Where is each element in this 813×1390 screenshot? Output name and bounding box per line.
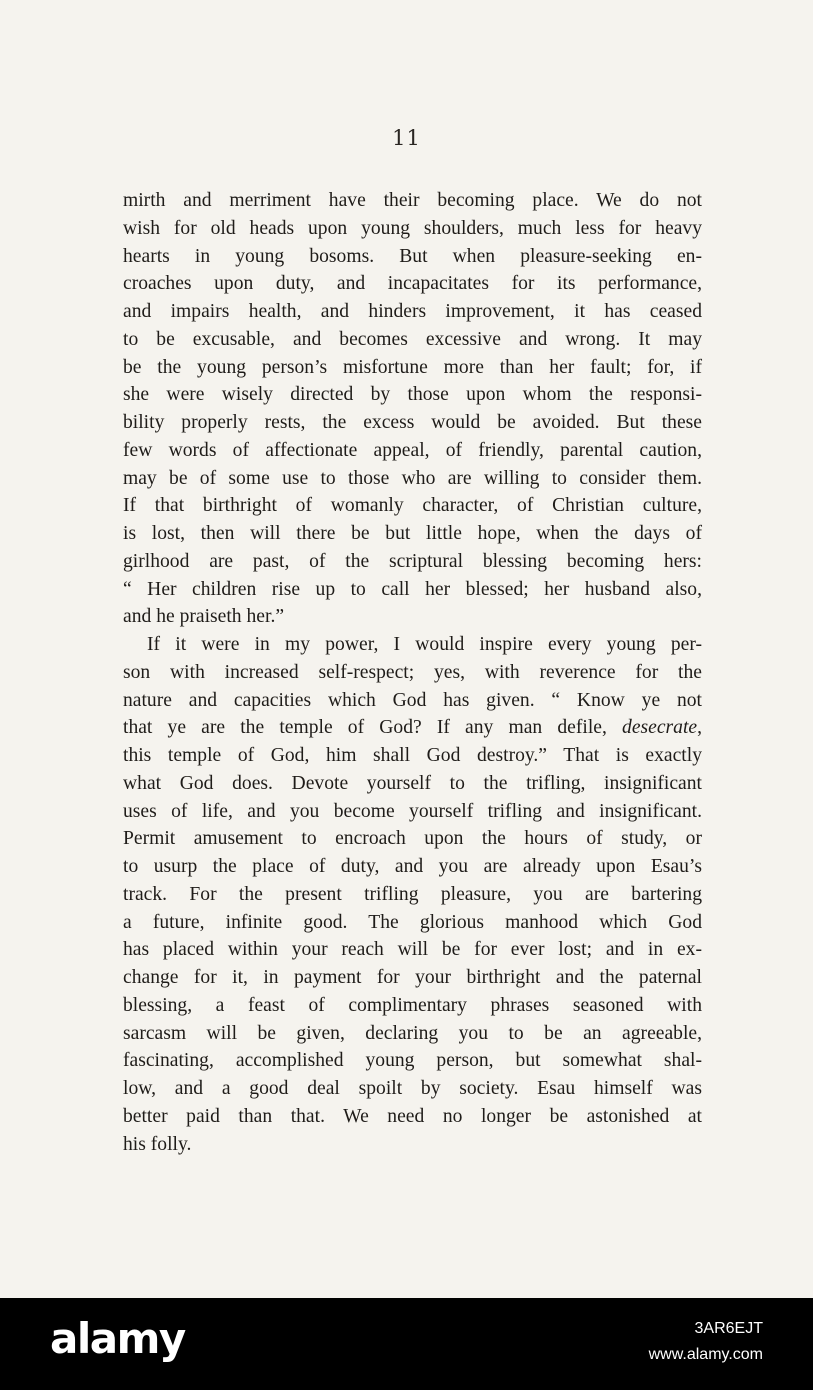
text-line: blessing, a feast of complimentary phrases seasoned with [123, 994, 702, 1016]
text-line: hearts in young bosoms. But when pleasure-seeking en- [123, 245, 702, 267]
text-line: a future, infinite good. The glorious manhood which God [123, 911, 702, 933]
text-line: track. For the present trifling pleasure, you are bartering [123, 883, 702, 905]
body-text [123, 187, 702, 1158]
text-line: “ Her children rise up to call her blessed; her husband also, [123, 578, 702, 600]
text-line: few words of affectionate appeal, of friendly, parental caution, [123, 439, 702, 461]
text-line: mirth and merriment have their becoming place. We do not [123, 190, 702, 211]
text-line: to be excusable, and becomes excessive and wrong. It may [123, 328, 702, 350]
text-line: low, and a good deal spoilt by society. Esau himself was [123, 1078, 702, 1099]
text-line: this temple of God, him shall God destroy.” That is exactly [123, 745, 702, 766]
text-line: sarcasm will be given, declaring you to be an agreeable, [123, 1022, 702, 1044]
text-line: to usurp the place of duty, and you are already upon Esau’s [123, 856, 702, 877]
text-line: his folly. [123, 1133, 192, 1155]
text-line: has placed within your reach will be for ever lost; and in ex- [123, 939, 702, 961]
site-url: www.alamy.com [648, 1346, 763, 1363]
text-line: Permit amusement to encroach upon the hours of study, or [123, 828, 702, 850]
text-line: wish for old heads upon young shoulders, much less for heavy [123, 217, 702, 239]
text-line: be the young person’s misfortune more than her fault; for, if [123, 356, 702, 378]
alamy-logo: alamy [50, 1314, 185, 1363]
text-line: she were wisely directed by those upon whom the responsi- [123, 384, 702, 406]
text-line: uses of life, and you become yourself trifling and insignificant. [123, 800, 702, 822]
text-line: fascinating, accomplished young person, but somewhat shal- [123, 1050, 702, 1072]
image-id: 3AR6EJT [694, 1320, 763, 1337]
text-line: and he praiseth her.” [123, 606, 285, 628]
text-line: nature and capacities which God has given. “ Know ye not [123, 689, 702, 711]
text-line: change for it, in payment for your birthright and the paternal [123, 967, 702, 988]
text-line: girlhood are past, of the scriptural blessing becoming hers: [123, 550, 702, 572]
text-line: croaches upon duty, and incapacitates for its performance, [123, 273, 702, 295]
text-line: that ye are the temple of God? If any man defile, desecrate, [123, 717, 702, 739]
text-line: is lost, then will there be but little hope, when the days of [123, 523, 702, 544]
text-line: and impairs health, and hinders improvement, it has ceased [123, 301, 702, 322]
text-line: better paid than that. We need no longer be astonished at [123, 1105, 702, 1127]
page-number: 11 [392, 126, 421, 150]
watermark-banner [0, 1298, 813, 1390]
text-line: may be of some use to those who are willing to consider them. [123, 467, 702, 489]
text-line: If that birthright of womanly character, of Christian culture, [123, 495, 702, 517]
text-line: If it were in my power, I would inspire every young per- [147, 634, 702, 655]
text-line: what God does. Devote yourself to the trifling, insignificant [123, 772, 702, 794]
text-line: bility properly rests, the excess would be avoided. But these [123, 412, 702, 433]
text-line: son with increased self-respect; yes, with reverence for the [123, 661, 702, 683]
